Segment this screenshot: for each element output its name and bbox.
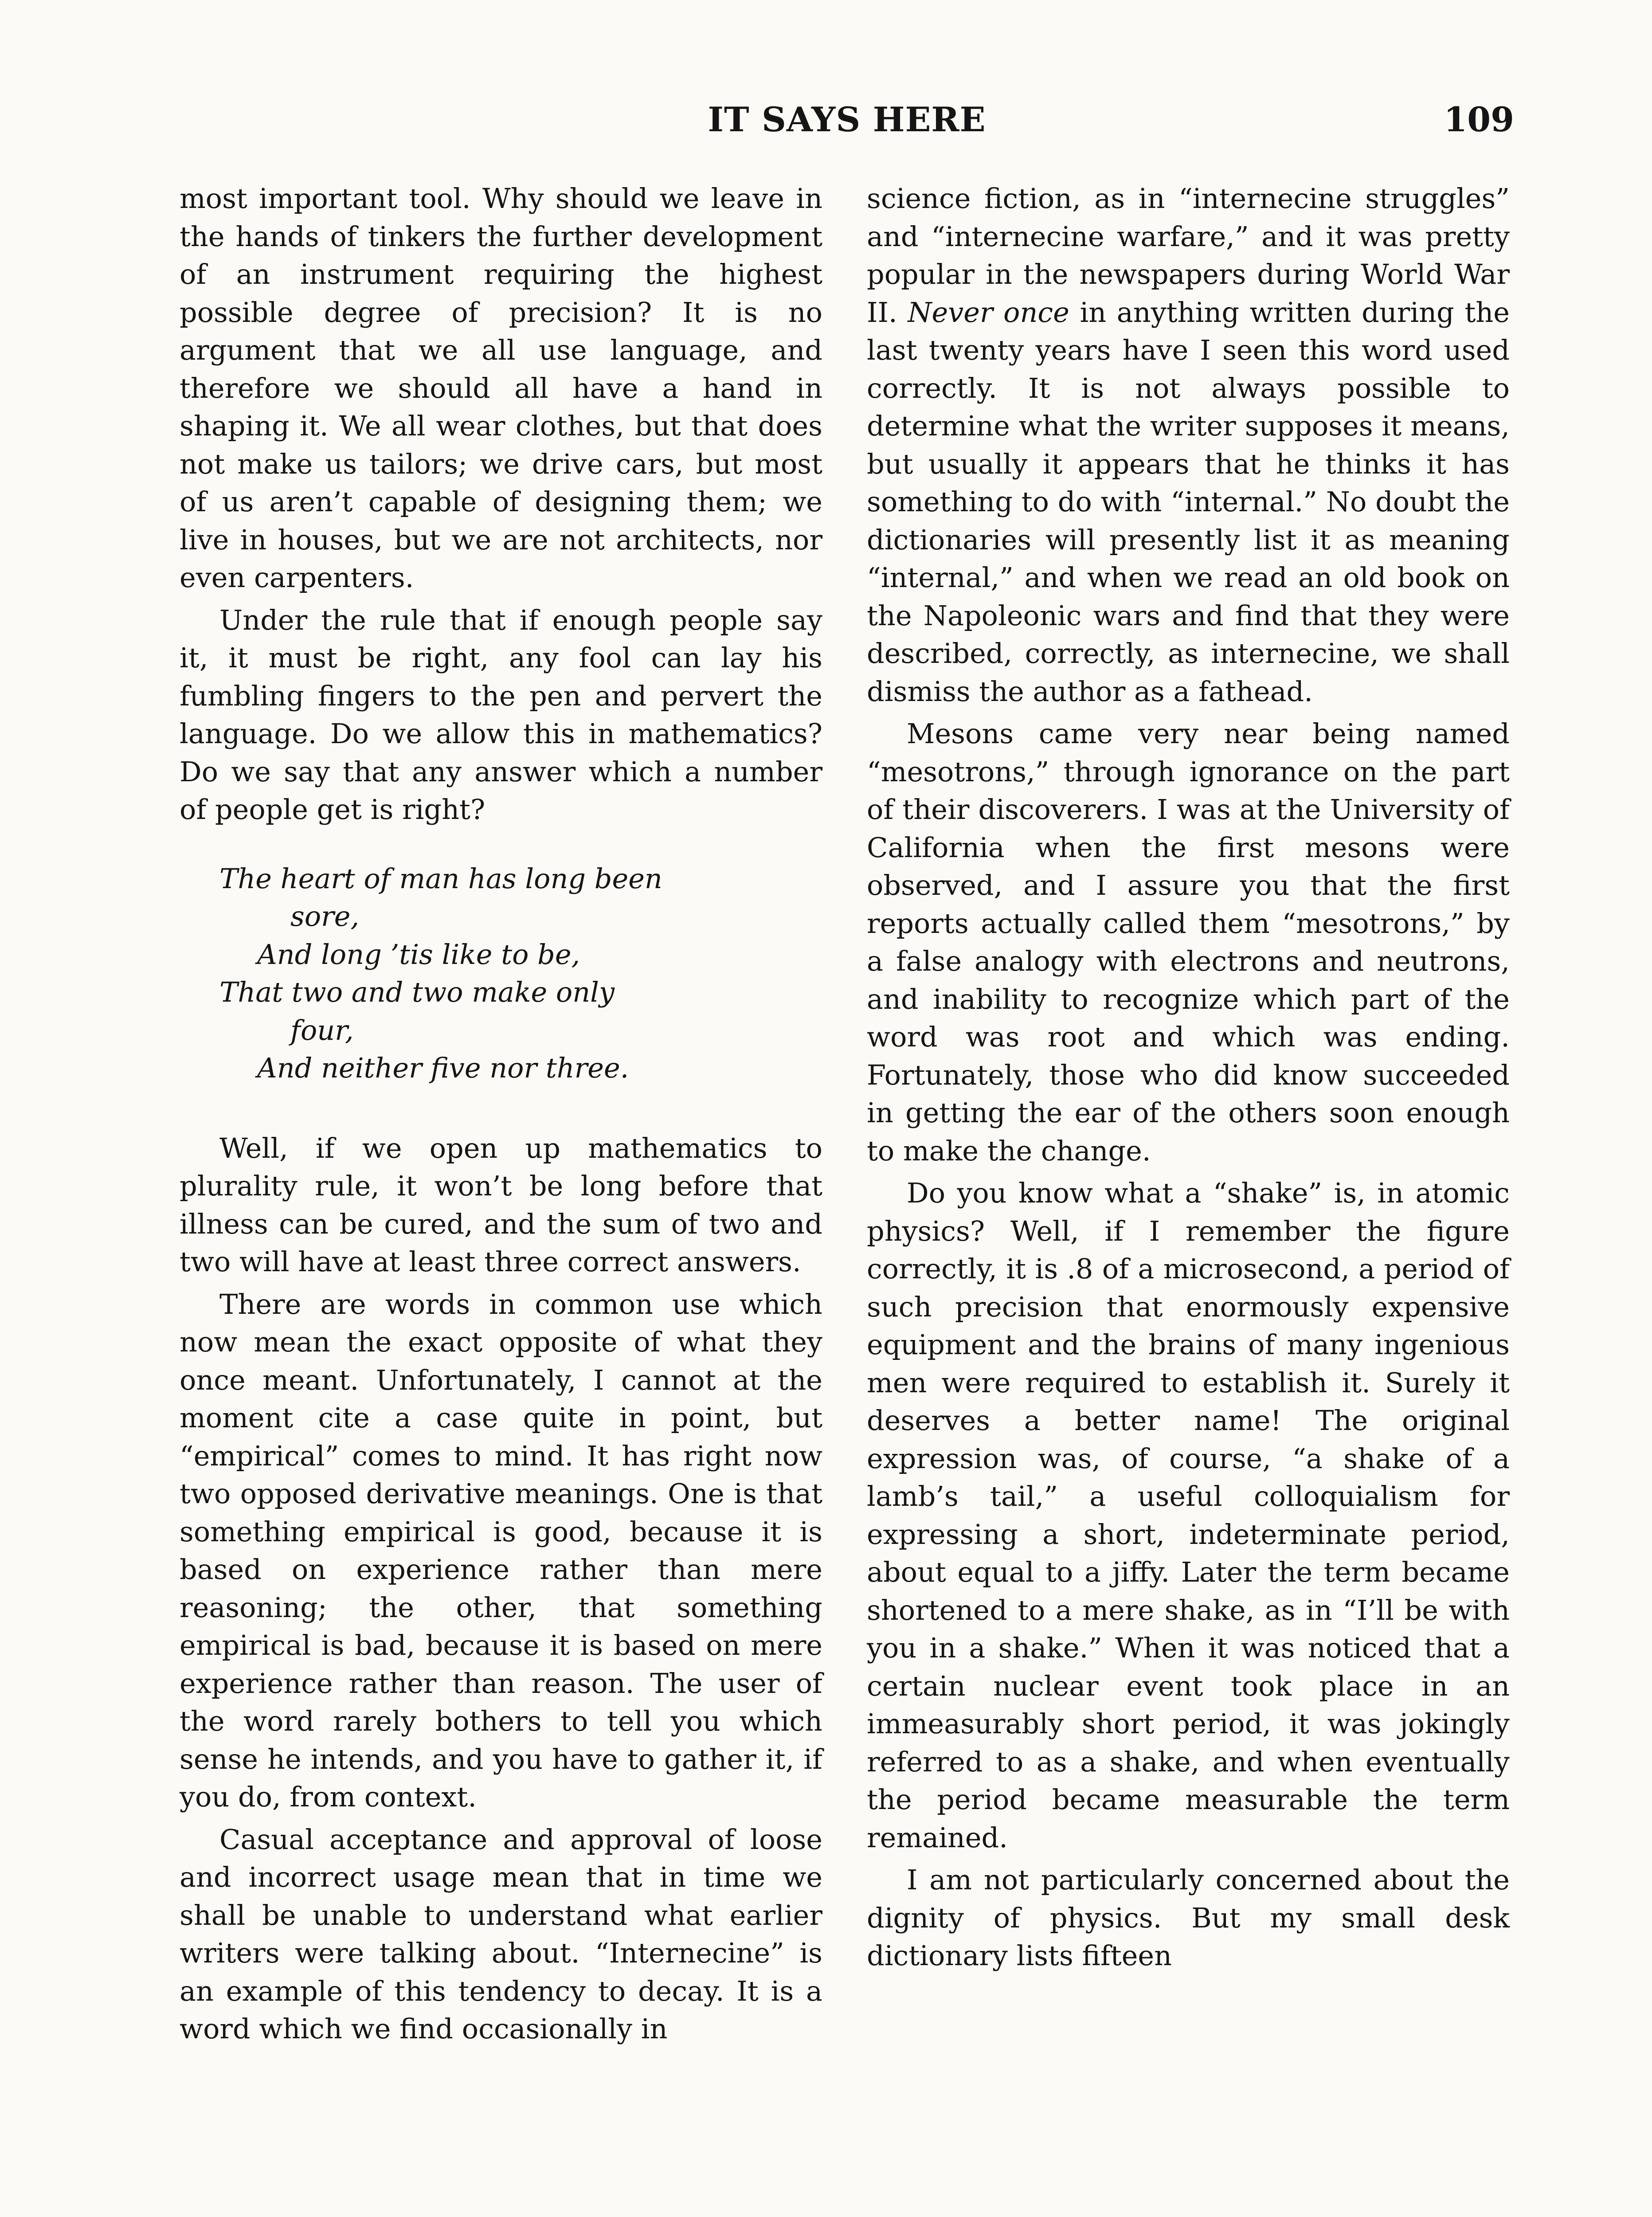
poem-line: sore,	[290, 900, 360, 932]
text-run: science fiction, as in “internecine struggles” and “internecine warfare,” and it was pretty popular in the newspapers during World War II.	[867, 182, 1510, 329]
right-column	[867, 180, 1510, 1975]
running-title: IT SAYS HERE	[708, 100, 986, 139]
paragraph: Well, if we open up mathematics to plurality rule, it won’t be long before that illness can be cured, and the sum of two and two will have at least three correct answers.	[180, 1132, 822, 1278]
emphasis: Never once	[908, 296, 1069, 329]
paragraph: Casual acceptance and approval of loose and incorrect usage mean that in time we shall be unable to understand what earlier writers were talking about. “Internecine” is an example of this tendency to decay. It is a word which we find occasionally in	[180, 1823, 822, 2045]
poem-line: And neither five nor three.	[257, 1052, 629, 1084]
paragraph: Under the rule that if enough people say it, it must be right, any fool can lay his fumbling fingers to the pen and pervert the language. Do we allow this in mathematics? Do we say that any answer which a number of people get is right?	[180, 603, 822, 826]
poem-line: And long ’tis like to be,	[257, 938, 580, 971]
left-column	[180, 180, 822, 2048]
poem-line: four,	[290, 1014, 354, 1046]
paragraph: I am not particularly concerned about the dignity of physics. But my small desk dictionary lists fifteen	[867, 1864, 1510, 1972]
page-number: 109	[1444, 100, 1514, 139]
text-run: in anything written during the last twenty years have I seen this word used correctly. It is not always possible to determine what the writer supposes it means, but usually it appears that he thinks it has something to do with “internal.” No doubt the dictionaries will presently list it as meaning “internal,” and when we read an old book on the Napoleonic wars and find that they were described, correctly, as internecine, we shall dismiss the author as a fathead.	[867, 296, 1510, 708]
poem-quote	[219, 860, 822, 1087]
poem-line: The heart of man has long been	[219, 862, 662, 895]
page-header	[180, 91, 1514, 157]
paragraph: most important tool. Why should we leave in the hands of tinkers the further development of an instrument requiring the highest possible degree of precision? It is no argument that we all use language, and therefore we should all have a hand in shaping it. We all wear clothes, but that does not make us tailors; we drive cars, but most of us aren’t capable of designing them; we live in houses, but we are not architects, nor even carpenters.	[180, 182, 822, 594]
paragraph: Mesons came very near being named “mesotrons,” through ignorance on the part of their discoverers. I was at the University of California when the first mesons were observed, and I assure you that the first reports actually called them “mesotrons,” by a false analogy with electrons and neutrons, and inability to recognize which part of the word was root and which was ending. Fortunately, those who did know succeeded in getting the ear of the others soon enough to make the change.	[867, 717, 1510, 1167]
paragraph	[867, 180, 1510, 710]
poem-line: That two and two make only	[219, 976, 615, 1008]
paragraph: There are words in common use which now mean the exact opposite of what they once meant. Unfortunately, I cannot at the moment cite a case quite in point, but “empirical” comes to mind. It has right now two opposed derivative meanings. One is that something empirical is good, because it is based on experience rather than mere reasoning; the other, that something empirical is bad, because it is based on mere experience rather than reason. The user of the word rarely bothers to tell you which sense he intends, and you have to gather it, if you do, from context.	[180, 1288, 822, 1813]
paragraph: Do you know what a “shake” is, in atomic physics? Well, if I remember the figure correctly, it is .8 of a microsecond, a period of such precision that enormously expensive equipment and the brains of many ingenious men were required to establish it. Surely it deserves a better name! The original expression was, of course, “a shake of a lamb’s tail,” a useful colloquialism for expressing a short, indeterminate period, about equal to a jiffy. Later the term became shortened to a mere shake, as in “I’ll be with you in a shake.” When it was noticed that a certain nuclear event took place in an immeasurably short period, it was jokingly referred to as a shake, and when eventually the period became measurable the term remained.	[867, 1177, 1510, 1854]
